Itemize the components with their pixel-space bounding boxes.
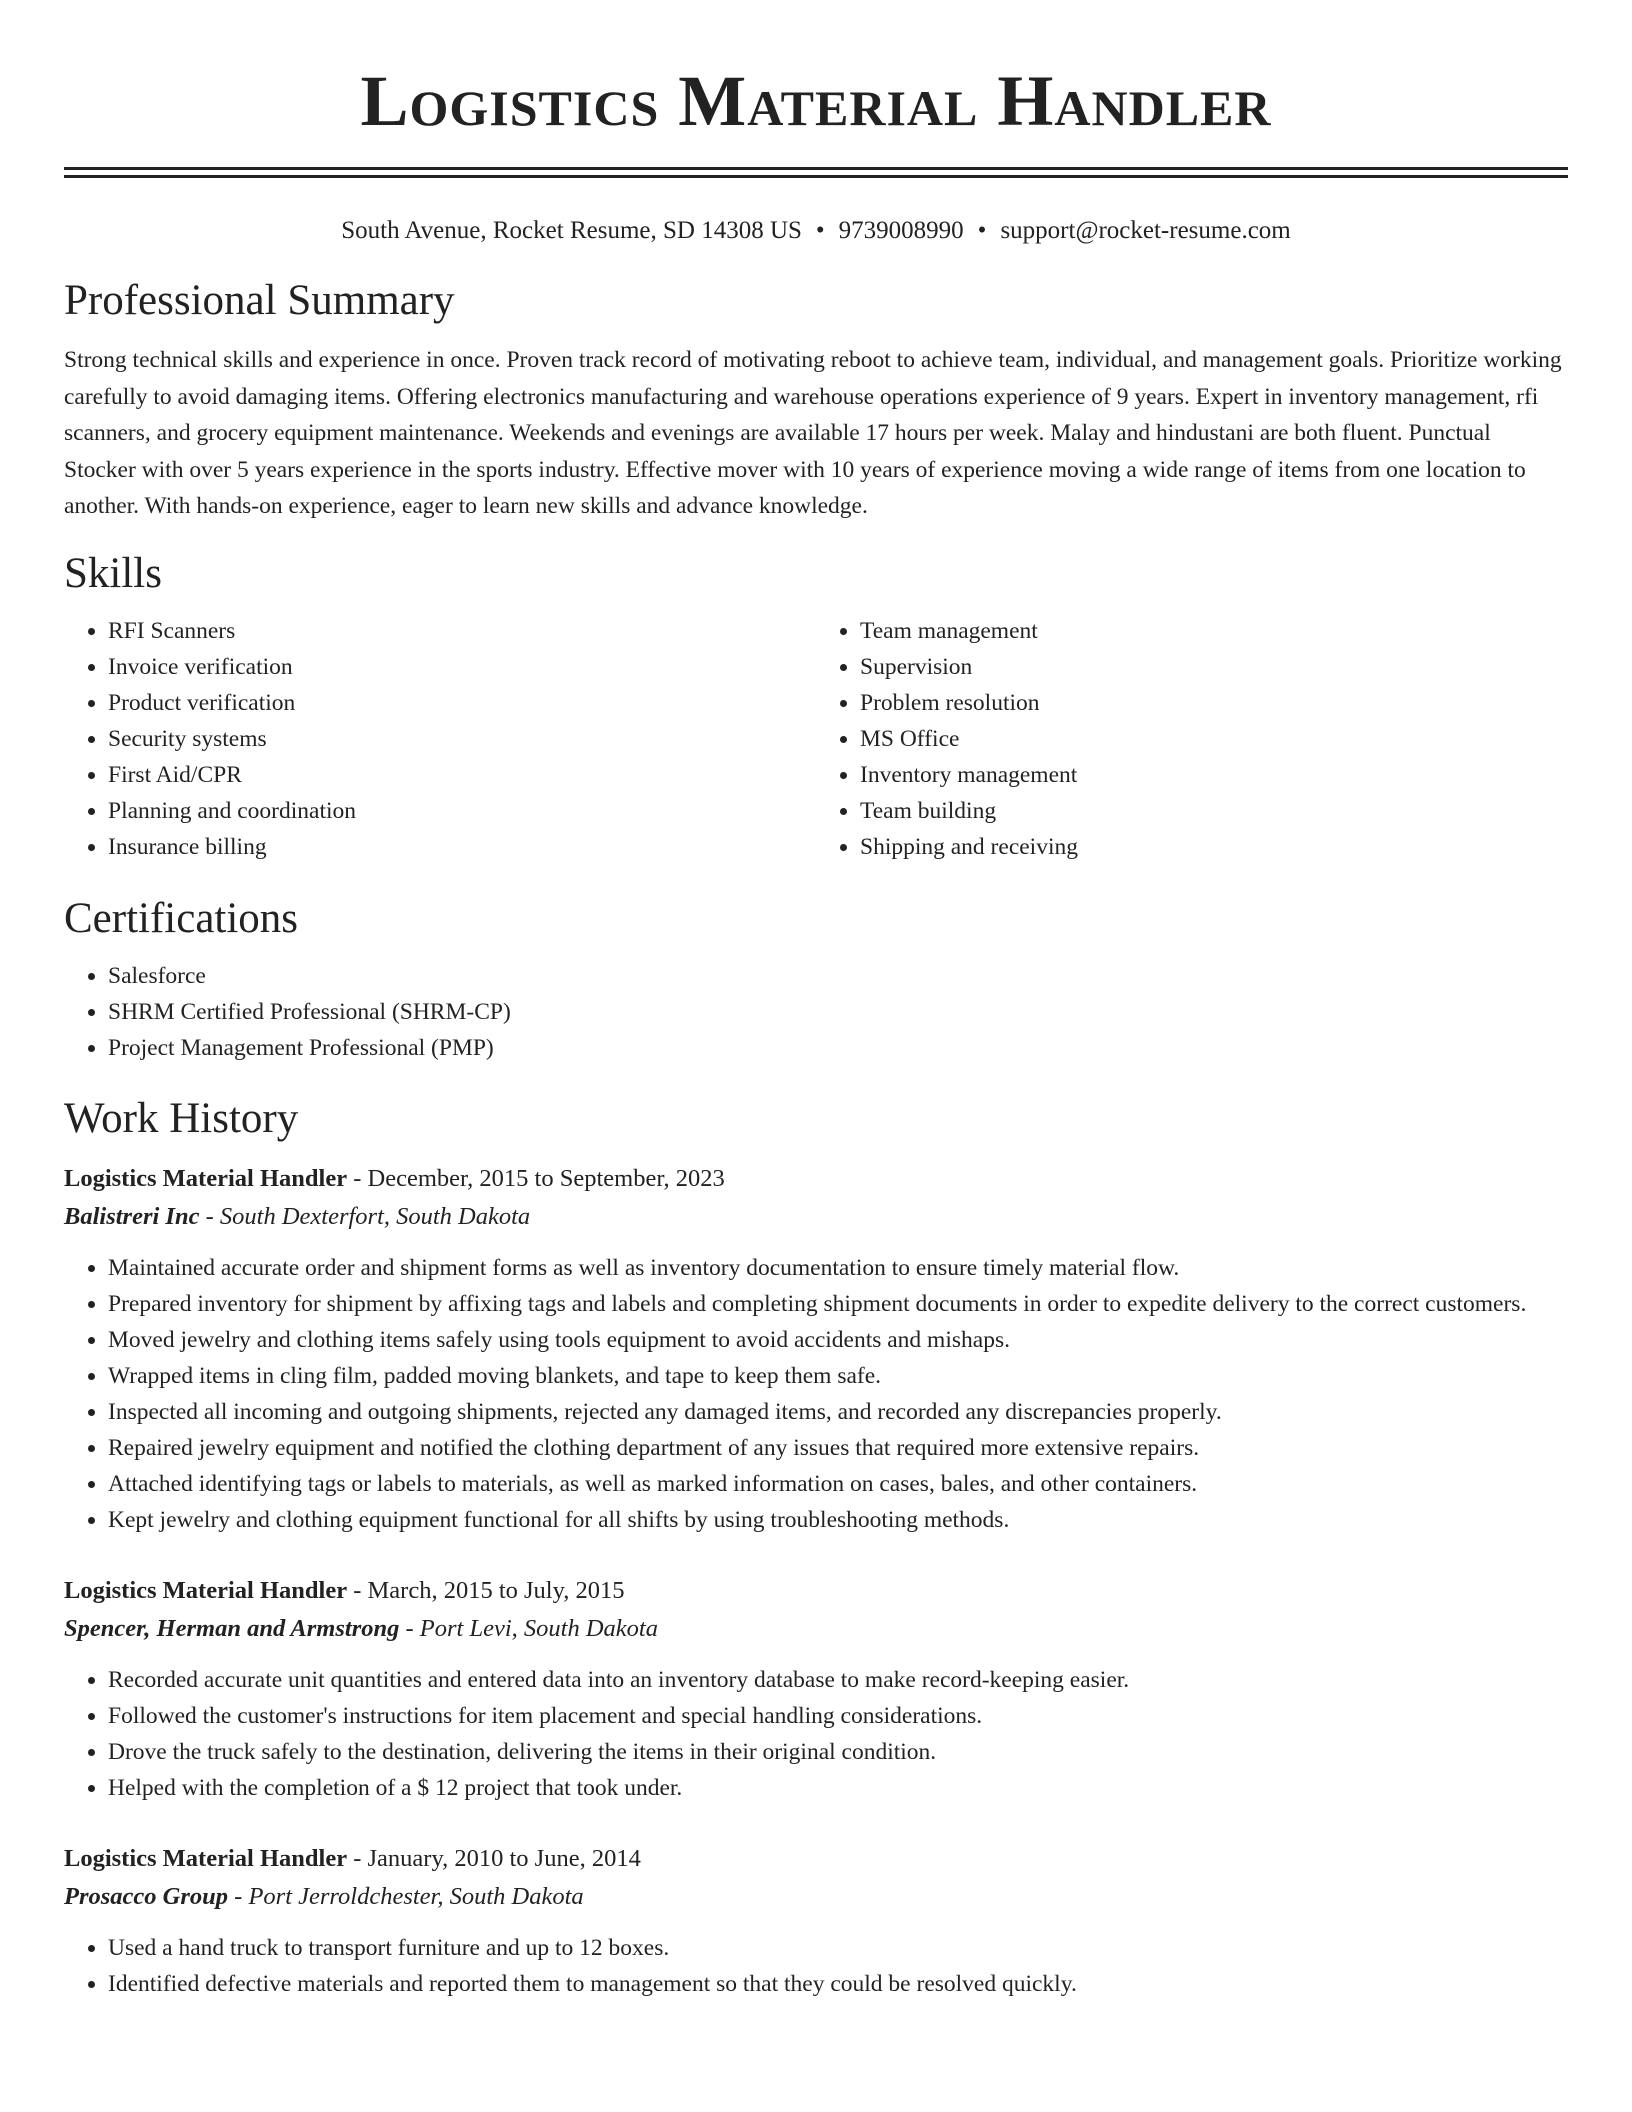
job-company-line: Balistreri Inc - South Dexterfort, South Dakota (64, 1202, 531, 1230)
skill-item: • Team building (860, 793, 1568, 829)
skills-columns (64, 613, 1568, 865)
job-entry (64, 1572, 1568, 1806)
skill-item: • Insurance billing (108, 829, 816, 865)
contact-separator: • (815, 217, 825, 244)
job-bullet: • Maintained accurate order and shipment forms as well as inventory documentation to ensure timely material flow. (108, 1250, 1568, 1286)
section-title-certifications: Certifications (64, 894, 299, 942)
job-bullet: • Followed the customer's instructions for item placement and special handling considerations. (108, 1698, 1568, 1734)
resume-page (64, 0, 1568, 2002)
job-title-line: Logistics Material Handler - March, 2015 to July, 2015 (64, 1576, 625, 1604)
job-company-line: Spencer, Herman and Armstrong - Port Levi, South Dakota (64, 1614, 658, 1642)
job-company: Prosacco Group (64, 1882, 229, 1910)
certification-item: • Project Management Professional (PMP) (108, 1030, 1568, 1066)
job-bullets (64, 1250, 1568, 1538)
certification-item: • Salesforce (108, 958, 1568, 994)
skills-list-right (816, 613, 1568, 865)
job-location: South Dexterfort, South Dakota (219, 1202, 531, 1230)
job-bullet: • Drove the truck safely to the destination, delivering the items in their original condition. (108, 1734, 1568, 1770)
certifications-list (64, 958, 1568, 1066)
job-company: Balistreri Inc (64, 1202, 200, 1230)
summary-text: Strong technical skills and experience in once. Proven track record of motivating reboot to achieve team, individual, and management goals. Prioritize working carefully to avoid damaging items. Offering electronics manufacturing and warehouse operations experience of 9 years. Expert in inventory management, rfi scanners, and grocery equipment maintenance. Weekends and evenings are available 17 hours per week. Malay and hindustani are both fluent. Punctual Stocker with over 5 years experience in the sports industry. Effective mover with 10 years of experience moving a wide range of items from one location to another. With hands-on experience, eager to learn new skills and advance knowledge. (64, 347, 1562, 519)
section-title-work-history: Work History (64, 1094, 299, 1142)
skill-item: • Shipping and receiving (860, 829, 1568, 865)
skill-item: • MS Office (860, 721, 1568, 757)
skill-item: • Problem resolution (860, 685, 1568, 721)
section-title-skills: Skills (64, 549, 162, 597)
contact-line (64, 216, 1568, 246)
job-bullet: • Recorded accurate unit quantities and entered data into an inventory database to make record-keeping easier. (108, 1662, 1568, 1698)
skill-item: • Team management (860, 613, 1568, 649)
job-company: Spencer, Herman and Armstrong (64, 1614, 400, 1642)
job-title-line: Logistics Material Handler - January, 2010 to June, 2014 (64, 1844, 641, 1872)
job-dates: January, 2010 to June, 2014 (367, 1844, 641, 1872)
job-title-line: Logistics Material Handler - December, 2015 to September, 2023 (64, 1164, 725, 1192)
job-entry (64, 1160, 1568, 1538)
skills-list-left (64, 613, 816, 865)
job-bullet: • Attached identifying tags or labels to materials, as well as marked information on cases, bales, and other containers. (108, 1466, 1568, 1502)
section-title-summary: Professional Summary (64, 277, 455, 324)
contact-email: support@rocket-resume.com (1000, 217, 1291, 244)
skill-item: • First Aid/CPR (108, 757, 816, 793)
job-dates: March, 2015 to July, 2015 (367, 1576, 625, 1604)
contact-separator: • (977, 217, 987, 244)
skill-item: • Supervision (860, 649, 1568, 685)
job-bullet: • Moved jewelry and clothing items safely using tools equipment to avoid accidents and mishaps. (108, 1322, 1568, 1358)
job-bullets (64, 1662, 1568, 1806)
job-bullets (64, 1930, 1568, 2002)
job-role: Logistics Material Handler (64, 1844, 348, 1872)
job-bullet: • Repaired jewelry equipment and notified the clothing department of any issues that required more extensive repairs. (108, 1430, 1568, 1466)
skill-item: • RFI Scanners (108, 613, 816, 649)
job-location: Port Jerroldchester, South Dakota (248, 1882, 584, 1910)
job-entry (64, 1840, 1568, 2002)
candidate-name: Logistics Material Handler (360, 61, 1272, 141)
skill-item: • Planning and coordination (108, 793, 816, 829)
contact-address: South Avenue, Rocket Resume, SD 14308 US (341, 217, 802, 244)
job-bullet: • Identified defective materials and reported them to management so that they could be resolved quickly. (108, 1966, 1568, 2002)
job-bullet: • Prepared inventory for shipment by affixing tags and labels and completing shipment documents in order to expedite delivery to the correct customers. (108, 1286, 1568, 1322)
skill-item: • Security systems (108, 721, 816, 757)
job-location: Port Levi, South Dakota (419, 1614, 658, 1642)
job-bullet: • Kept jewelry and clothing equipment functional for all shifts by using troubleshooting methods. (108, 1502, 1568, 1538)
skill-item: • Product verification (108, 685, 816, 721)
job-company-line: Prosacco Group - Port Jerroldchester, South Dakota (64, 1882, 584, 1910)
job-bullet: • Used a hand truck to transport furniture and up to 12 boxes. (108, 1930, 1568, 1966)
contact-phone: 9739008990 (838, 217, 964, 244)
job-bullet: • Wrapped items in cling film, padded moving blankets, and tape to keep them safe. (108, 1358, 1568, 1394)
skill-item: • Invoice verification (108, 649, 816, 685)
job-bullet: • Inspected all incoming and outgoing shipments, rejected any damaged items, and recorded any discrepancies properly. (108, 1394, 1568, 1430)
job-role: Logistics Material Handler (64, 1164, 348, 1192)
job-role: Logistics Material Handler (64, 1576, 348, 1604)
job-dates: December, 2015 to September, 2023 (367, 1164, 725, 1192)
header-double-rule (64, 167, 1568, 178)
job-bullet: • Helped with the completion of a $ 12 project that took under. (108, 1770, 1568, 1806)
certification-item: • SHRM Certified Professional (SHRM-CP) (108, 994, 1568, 1030)
skill-item: • Inventory management (860, 757, 1568, 793)
